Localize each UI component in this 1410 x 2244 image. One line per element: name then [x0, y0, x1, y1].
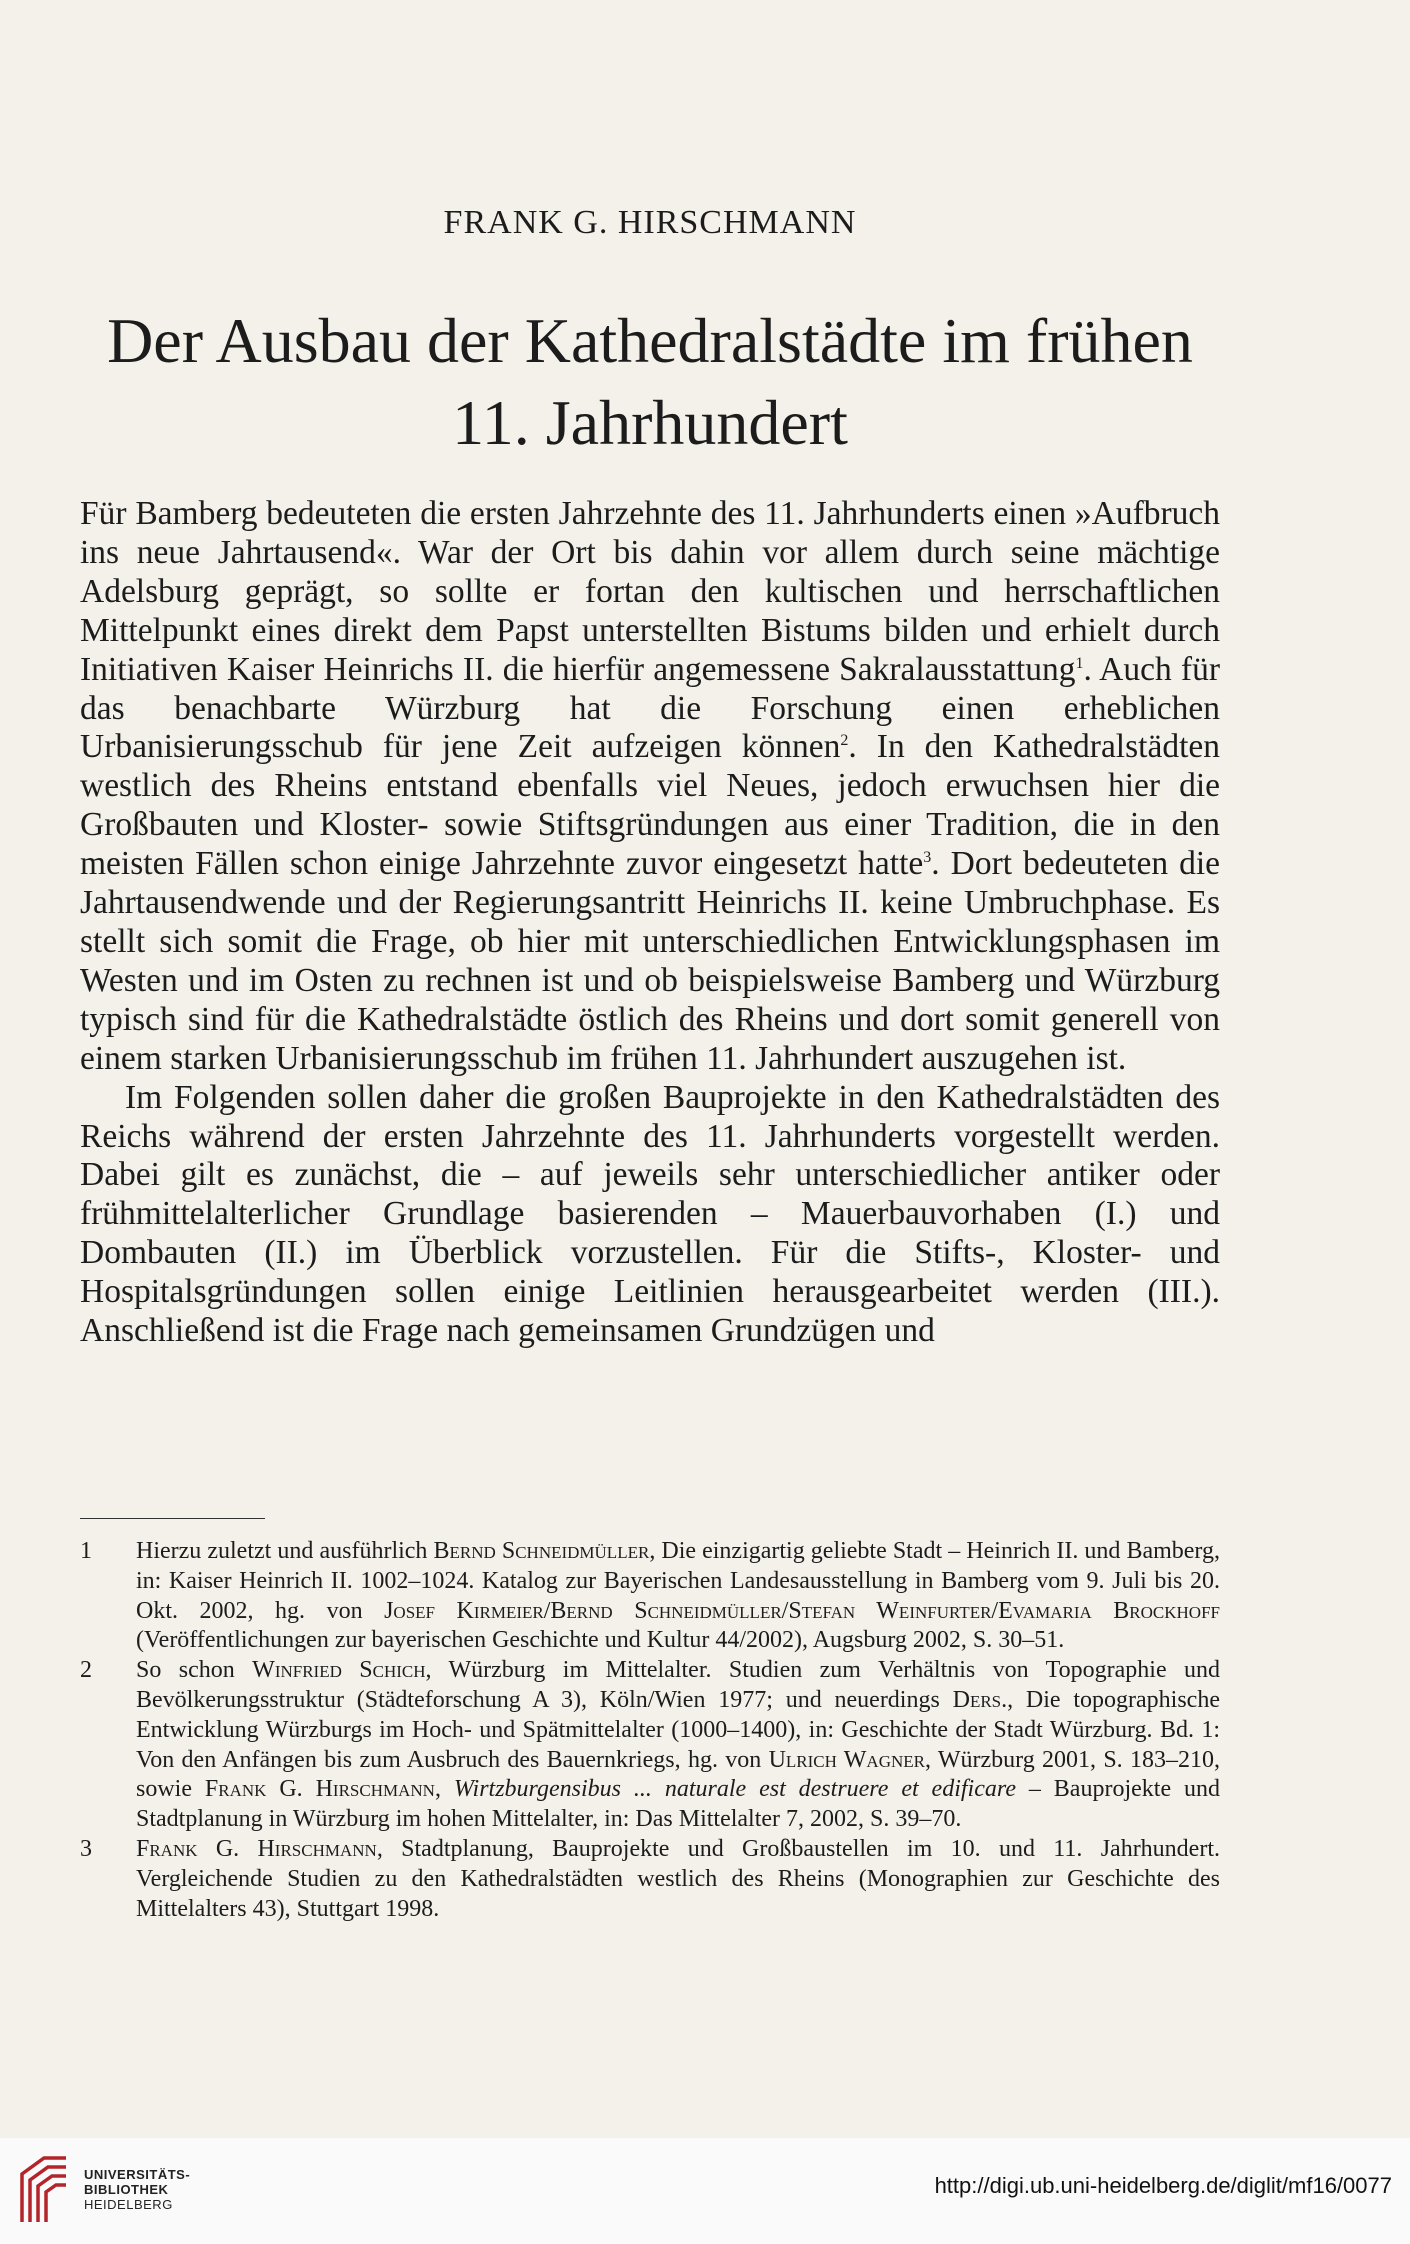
source-url[interactable]: http://digi.ub.uni-heidelberg.de/diglit/mf16/0077 [934, 2173, 1392, 2198]
paragraph-2: Im Folgenden sollen daher die großen Bauprojekte in den Kathedralstädten des Reichs während der ersten Jahrzehnte des 11. Jahrhunderts vorgestellt werden. Dabei gilt es zunächst, die – auf jeweils sehr unterschiedlicher antiker oder frühmittelalterlicher Grundlage basierenden – Mauerbauvorhaben (I.) und Dombauten (II.) im Überblick vorzustellen. Für die Stifts-, Kloster- und Hospitalsgründungen sollen einige Leitlinien herausgearbeitet werden (III.). Anschließend ist die Frage nach gemeinsamen Grundzügen und [80, 1078, 1220, 1350]
footnote-1 [80, 1537, 1220, 1656]
footnote-number: 3 [80, 1835, 92, 1862]
footnote-3 [80, 1835, 1220, 1924]
footnote-ref-3: 3 [923, 849, 932, 866]
library-name [84, 2167, 190, 2212]
body-text [80, 495, 1220, 1351]
footnote-number: 1 [80, 1538, 92, 1564]
chapter-title [90, 300, 1210, 464]
author-name: FRANK G. HIRSCHMANN [443, 204, 857, 241]
paragraph-1-part-b: . Auch für das benachbarte Würzburg hat die Forschung einen erheblichen Urbanisierungsschub für jene Zeit aufzeigen können [80, 650, 1220, 766]
library-name-line-2: BIBLIOTHEK [84, 2182, 169, 2197]
paragraph-1-part-c: . In den Kathedralstädten westlich des Rheins entstand ebenfalls viel Neues, jedoch erwuchsen hier die Großbauten und Kloster- sowie Stiftsgründungen aus einer Tradition, die in den meisten Fällen schon einige Jahrzehnte zuvor eingesetzt hatte [80, 728, 1221, 883]
footnote-text: So schon Winfried Schich, Würzburg im Mittelalter. Studien zum Verhältnis von Topographie und Bevölkerungsstruktur (Städteforschung A 3), Köln/Wien 1977; und neuerdings Ders., Die topographische Entwicklung Würzburgs im Hoch- und Spätmittelalter (1000–1400), in: Geschichte der Stadt Würzburg. Bd. 1: Von den Anfängen bis zum Ausbruch des Bauernkriegs, hg. von Ulrich Wagner, Würzburg 2001, S. 183–210, sowie Frank G. Hirschmann, Wirtzburgensibus ... naturale est destruere et edificare – Bauprojekte und Stadtplanung in Würzburg im hohen Mittelalter, in: Das Mittelalter 7, 2002, S. 39–70. [136, 1657, 1221, 1833]
footnote-ref-2: 2 [840, 732, 849, 750]
footnote-text: Frank G. Hirschmann, Stadtplanung, Bauprojekte und Großbaustellen im 10. und 11. Jahrhundert. Vergleichende Studien zu den Kathedralstädten westlich des Rheins (Monographien zur Geschichte des Mittelalters 43), Stuttgart 1998. [136, 1835, 1220, 1922]
footnote-separator [80, 1518, 265, 1519]
paragraph-1-part-d: . Dort bedeuteten die Jahrtausendwende und der Regierungsantritt Heinrichs II. keine Umbruchphase. Es stellt sich somit die Frage, ob hier mit unterschiedlichen Entwicklungsphasen im Westen und im Osten zu rechnen ist und ob beispielsweise Bamberg und Würzburg typisch sind für die Kathedralstädte östlich des Rheins und dort somit generell von einem starken Urbanisierungsschub im frühen 11. Jahrhundert auszugehen ist. [80, 845, 1220, 1077]
library-logo-icon [14, 2152, 74, 2224]
footnote-2 [80, 1656, 1220, 1835]
footnote-ref-1: 1 [1075, 654, 1084, 672]
chapter-title-line-1: Der Ausbau der Kathedralstädte im frühen [107, 305, 1193, 376]
footnotes [80, 1537, 1220, 1924]
footnote-number: 2 [80, 1657, 92, 1684]
paragraph-1 [80, 495, 1220, 1079]
chapter-title-line-2: 11. Jahrhundert [452, 387, 848, 458]
library-name-line-3: HEIDELBERG [84, 2197, 173, 2212]
footnote-text: Hierzu zuletzt und ausführlich Bernd Schneidmüller, Die einzigartig geliebte Stadt – Heinrich II. und Bamberg, in: Kaiser Heinrich II. 1002–1024. Katalog zur Bayerischen Landesausstellung in Bamberg vom 9. Juli bis 20. Okt. 2002, hg. von Josef Kirmeier/Bernd Schneidmüller/Stefan Weinfurter/Evamaria Brockhoff (Veröffentlichungen zur bayerischen Geschichte und Kultur 44/2002), Augsburg 2002, S. 30–51. [136, 1538, 1220, 1654]
library-name-line-1: UNIVERSITÄTS- [84, 2167, 191, 2182]
paragraph-1-part-a: Für Bamberg bedeuteten die ersten Jahrzehnte des 11. Jahrhunderts einen »Aufbruch ins neue Jahrtausend«. War der Ort bis dahin vor allem durch seine mächtige Adelsburg geprägt, so sollte er fortan den kultischen und herrschaftlichen Mittelpunkt eines direkt dem Papst unterstellten Bistums bilden und erhielt durch Initiativen Kaiser Heinrichs II. die hierfür angemessene Sakralausstattung [80, 495, 1220, 688]
